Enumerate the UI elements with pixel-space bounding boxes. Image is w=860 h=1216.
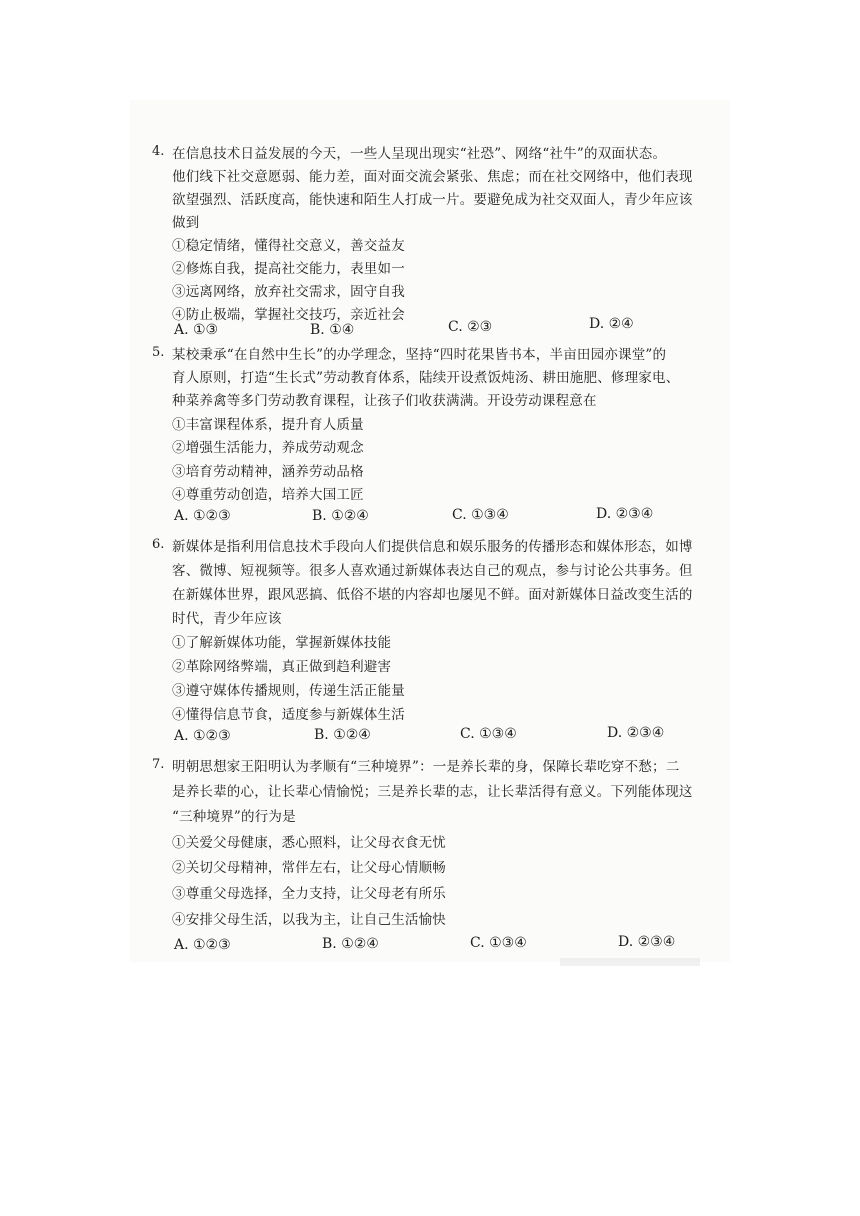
question-number: 7. (152, 757, 165, 772)
question-text-line: 在信息技术日益发展的今天，一些人呈现出现实“社恐”、网络“社牛”的双面状态。 (172, 146, 667, 162)
option-1: ①丰富课程体系，提升育人质量 (172, 417, 364, 433)
answer-d: D. ②④ (589, 316, 634, 332)
answer-a: A. ①③ (174, 322, 219, 338)
question-text-line: 客、微博、短视频等。很多人喜欢通过新媒体表达自己的观点，参与讨论公共事务。但 (172, 563, 693, 579)
option-2: ②增强生活能力，养成劳动观念 (172, 440, 364, 456)
option-3: ③遵守媒体传播规则，传递生活正能量 (172, 683, 405, 699)
scan-smudge (560, 958, 700, 966)
option-4: ④懂得信息节食，适度参与新媒体生活 (172, 707, 405, 723)
answer-d: D. ②③④ (618, 934, 676, 950)
question-text-line: 他们线下社交意愿弱、能力差，面对面交流会紧张、焦虑；而在社交网络中，他们表现 (172, 169, 693, 185)
answer-d: D. ②③④ (596, 506, 654, 522)
option-3: ③尊重父母选择，全力支持，让父母老有所乐 (172, 886, 446, 902)
option-4: ④防止极端，掌握社交技巧，亲近社会 (172, 307, 405, 323)
answer-b: B. ①②④ (312, 508, 369, 524)
question-text-line: 做到 (172, 215, 200, 231)
option-2: ②革除网络弊端，真正做到趋利避害 (172, 659, 392, 675)
question-text-line: 在新媒体世界，跟风恶搞、低俗不堪的内容却也屡见不鲜。面对新媒体日益改变生活的 (172, 587, 693, 603)
question-text-line: 育人原则，打造“生长式”劳动教育体系，陆续开设煮饭炖汤、耕田施肥、修理家电、 (172, 370, 680, 386)
answer-a: A. ①②③ (174, 728, 231, 744)
answer-b: B. ①②④ (314, 727, 371, 743)
option-2: ②修炼自我，提高社交能力，表里如一 (172, 261, 405, 277)
question-number: 5. (152, 345, 165, 360)
option-1: ①关爱父母健康，悉心照料，让父母衣食无忧 (172, 835, 446, 851)
answer-a: A. ①②③ (174, 508, 231, 524)
answer-c: C. ①③④ (452, 507, 509, 523)
question-text-line: 时代，青少年应该 (172, 611, 282, 627)
answer-a: A. ①②③ (174, 937, 231, 953)
question-text-line: 种菜养禽等多门劳动教育课程，让孩子们收获满满。开设劳动课程意在 (172, 393, 597, 409)
option-3: ③远离网络，放弃社交需求，固守自我 (172, 284, 405, 300)
question-text-line: 新媒体是指利用信息技术手段向人们提供信息和娱乐服务的传播形态和媒体形态，如博 (172, 539, 693, 555)
option-1: ①稳定情绪，懂得社交意义，善交益友 (172, 238, 405, 254)
question-number: 4. (152, 144, 165, 159)
option-4: ④尊重劳动创造，培养大国工匠 (172, 487, 364, 503)
answer-c: C. ①③④ (470, 935, 527, 951)
question-text-line: 某校秉承“在自然中生长”的办学理念，坚持“四时花果皆书本，半亩田园亦课堂”的 (172, 347, 667, 363)
answer-b: B. ①④ (310, 322, 355, 338)
option-2: ②关切父母精神，常伴左右，让父母心情顺畅 (172, 860, 446, 876)
option-4: ④安排父母生活，以我为主，让自己生活愉快 (172, 912, 446, 928)
question-text-line: 欲望强烈、活跃度高，能快速和陌生人打成一片。要避免成为社交双面人，青少年应该 (172, 192, 693, 208)
answer-d: D. ②③④ (607, 725, 665, 741)
answer-c: C. ①③④ (460, 726, 517, 742)
question-text-line: “三种境界”的行为是 (172, 809, 296, 825)
option-1: ①了解新媒体功能，掌握新媒体技能 (172, 635, 392, 651)
answer-c: C. ②③ (448, 319, 493, 335)
question-number: 6. (152, 537, 165, 552)
answer-b: B. ①②④ (322, 936, 379, 952)
question-text-line: 是养长辈的心，让长辈心情愉悦；三是养长辈的志，让长辈活得有意义。下列能体现这 (172, 784, 693, 800)
question-text-line: 明朝思想家王阳明认为孝顺有“三种境界”：一是养长辈的身，保障长辈吃穿不愁；二 (172, 759, 680, 775)
option-3: ③培育劳动精神，涵养劳动品格 (172, 464, 364, 480)
